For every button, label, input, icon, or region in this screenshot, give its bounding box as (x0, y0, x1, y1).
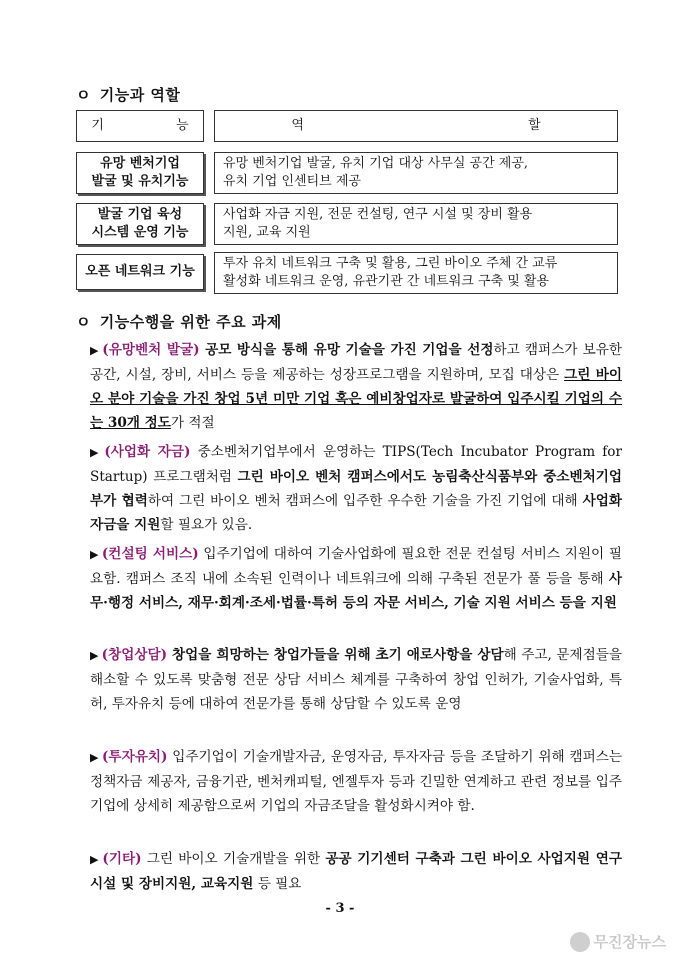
task-text: 등 필요 (253, 876, 302, 892)
watermark-logo-icon (570, 932, 590, 952)
task-item-startup-counseling (90, 643, 622, 716)
task-text: 입주기업에 대하여 기술사업화에 필요한 전문 컨설팅 서비스 지원이 필요함. 캠퍼스 조직 내에 소속된 인력이나 네트워크에 의해 구축된 전문가 풀 등을 통해 (90, 546, 623, 587)
task-tag: (유망벤처 발굴) (102, 342, 200, 358)
table-row-label (76, 203, 204, 245)
row-desc-line: 유망 벤처기업 발굴, 유치 기업 대상 사무실 공간 제공, (223, 156, 529, 171)
task-tag: (기타) (102, 851, 142, 867)
row-label-line: 유망 벤처기업 (100, 156, 180, 171)
table-header-function (76, 110, 223, 142)
table-row-description (214, 203, 618, 245)
task-tag: (창업상담) (101, 647, 168, 663)
triangle-bullet-icon: ▶ (90, 548, 99, 561)
table-row-label (76, 254, 204, 290)
triangle-bullet-icon: ▶ (90, 751, 99, 764)
task-text: 하고 캠퍼스가 보유한 공간, 시설, 장비, 서비스 등을 제공하는 성장프로그램을 지원하며, 모집 대상은 (90, 342, 623, 383)
task-tag: (투자유치) (102, 749, 168, 765)
task-text-bold: 공공 기기센터 구축과 그린 바이오 사업지원 연구시설 및 장비지원, 교육지원 (90, 851, 622, 892)
task-item-commercialization-fund (90, 440, 622, 537)
watermark (570, 931, 666, 952)
bullet-marker: ㅇ (76, 313, 91, 331)
task-text-bold: 사업화 자금을 지원 (90, 493, 622, 533)
bullet-marker: ㅇ (76, 86, 91, 104)
table-row-description (214, 152, 618, 194)
task-item-venture-discovery (90, 338, 622, 435)
task-tag: (컨설팅 서비스) (101, 546, 199, 562)
task-text-bold: 창업을 희망하는 창업가들을 위해 초기 애로사항을 상담 (167, 647, 504, 663)
section-title: 기능과 역할 (99, 86, 181, 104)
page-number: - 3 - (325, 901, 355, 916)
task-text-bold: 사무·행정 서비스, 재무·회계·조세·법률·특허 등의 자문 서비스, 기술 지원 서비스 등을 지원 (90, 571, 622, 611)
triangle-bullet-icon: ▶ (90, 446, 102, 459)
task-text: 가 적절 (170, 415, 215, 431)
triangle-bullet-icon: ▶ (90, 344, 100, 357)
row-desc-line: 활성화 네트워크 운영, 유관기관 간 네트워크 구축 및 활용 (223, 274, 550, 289)
task-text: 중소벤처기업부에서 운영하는 TIPS(Tech Incubator Program for Startup) 프로그램처럼 (90, 444, 622, 485)
header-function-text: 기 능 (91, 118, 223, 133)
task-text: 할 필요가 있음. (160, 517, 253, 533)
table-row-label (76, 152, 204, 194)
task-item-investment (90, 745, 622, 818)
task-item-other (90, 847, 622, 896)
task-text-bold: 그린 바이오 벤처 캠퍼스에서도 농림축산식품부와 중소벤처기업부가 협력 (90, 469, 622, 509)
watermark-text: 무진장뉴스 (593, 933, 666, 951)
row-label-line: 발굴 기업 육성 (97, 207, 183, 222)
task-text: 입주기업이 기술개발자금, 운영자금, 투자자금 등을 조달하기 위해 캠퍼스는 정책자금 제공자, 금융기관, 벤처캐피털, 엔젤투자 등과 긴밀한 연계하고 관련 정보를 입주기업에 상세히 제공함으로써 기업의 자금조달을 활성화시켜야 함. (90, 749, 622, 814)
section-title: 기능수행을 위한 주요 과제 (99, 313, 282, 331)
section-heading-roles (76, 84, 180, 105)
row-desc-line: 투자 유치 네트워크 구축 및 활용, 그린 바이오 주체 간 교류 (223, 256, 558, 271)
row-label-line: 발굴 및 유치기능 (91, 174, 189, 189)
task-text: 그린 바이오 기술개발을 위한 (141, 851, 326, 867)
row-label-line: 시스템 운영 기능 (91, 225, 189, 240)
row-label-line: 오픈 네트워크 기능 (85, 264, 195, 279)
row-desc-line: 사업화 자금 지원, 전문 컨설팅, 연구 시설 및 장비 활용 (223, 207, 533, 222)
table-row-description (214, 252, 618, 294)
task-text-underlined: 그린 바이오 분야 기술을 가진 창업 5년 미만 기업 혹은 예비창업자로 발굴하여 입주시킬 기업의 수는 30개 정도 (90, 367, 622, 431)
row-desc-line: 지원, 교육 지원 (223, 225, 311, 240)
task-item-consulting (90, 542, 622, 615)
task-tag: (사업화 자금) (104, 444, 191, 460)
table-header-role (214, 110, 651, 142)
row-desc-line: 유치 기업 인센티브 제공 (223, 174, 361, 189)
task-text-bold: 공모 방식을 통해 유망 기술을 가진 기업을 선정 (199, 342, 494, 358)
header-role-text: 역 할 (291, 118, 651, 133)
task-text: 하여 그린 바이오 벤처 캠퍼스에 입주한 우수한 기술을 가진 기업에 대해 (147, 493, 583, 509)
task-text: 해 주고, 문제점들을 해소할 수 있도록 맞춤형 전문 상담 서비스 체계를 구축하여 창업 인허가, 기술사업화, 특허, 투자유치 등에 대하여 전문가를 통해 상담할 수 있도록 운영 (90, 647, 623, 712)
triangle-bullet-icon: ▶ (90, 853, 100, 866)
triangle-bullet-icon: ▶ (90, 649, 99, 662)
section-heading-tasks (76, 311, 282, 332)
